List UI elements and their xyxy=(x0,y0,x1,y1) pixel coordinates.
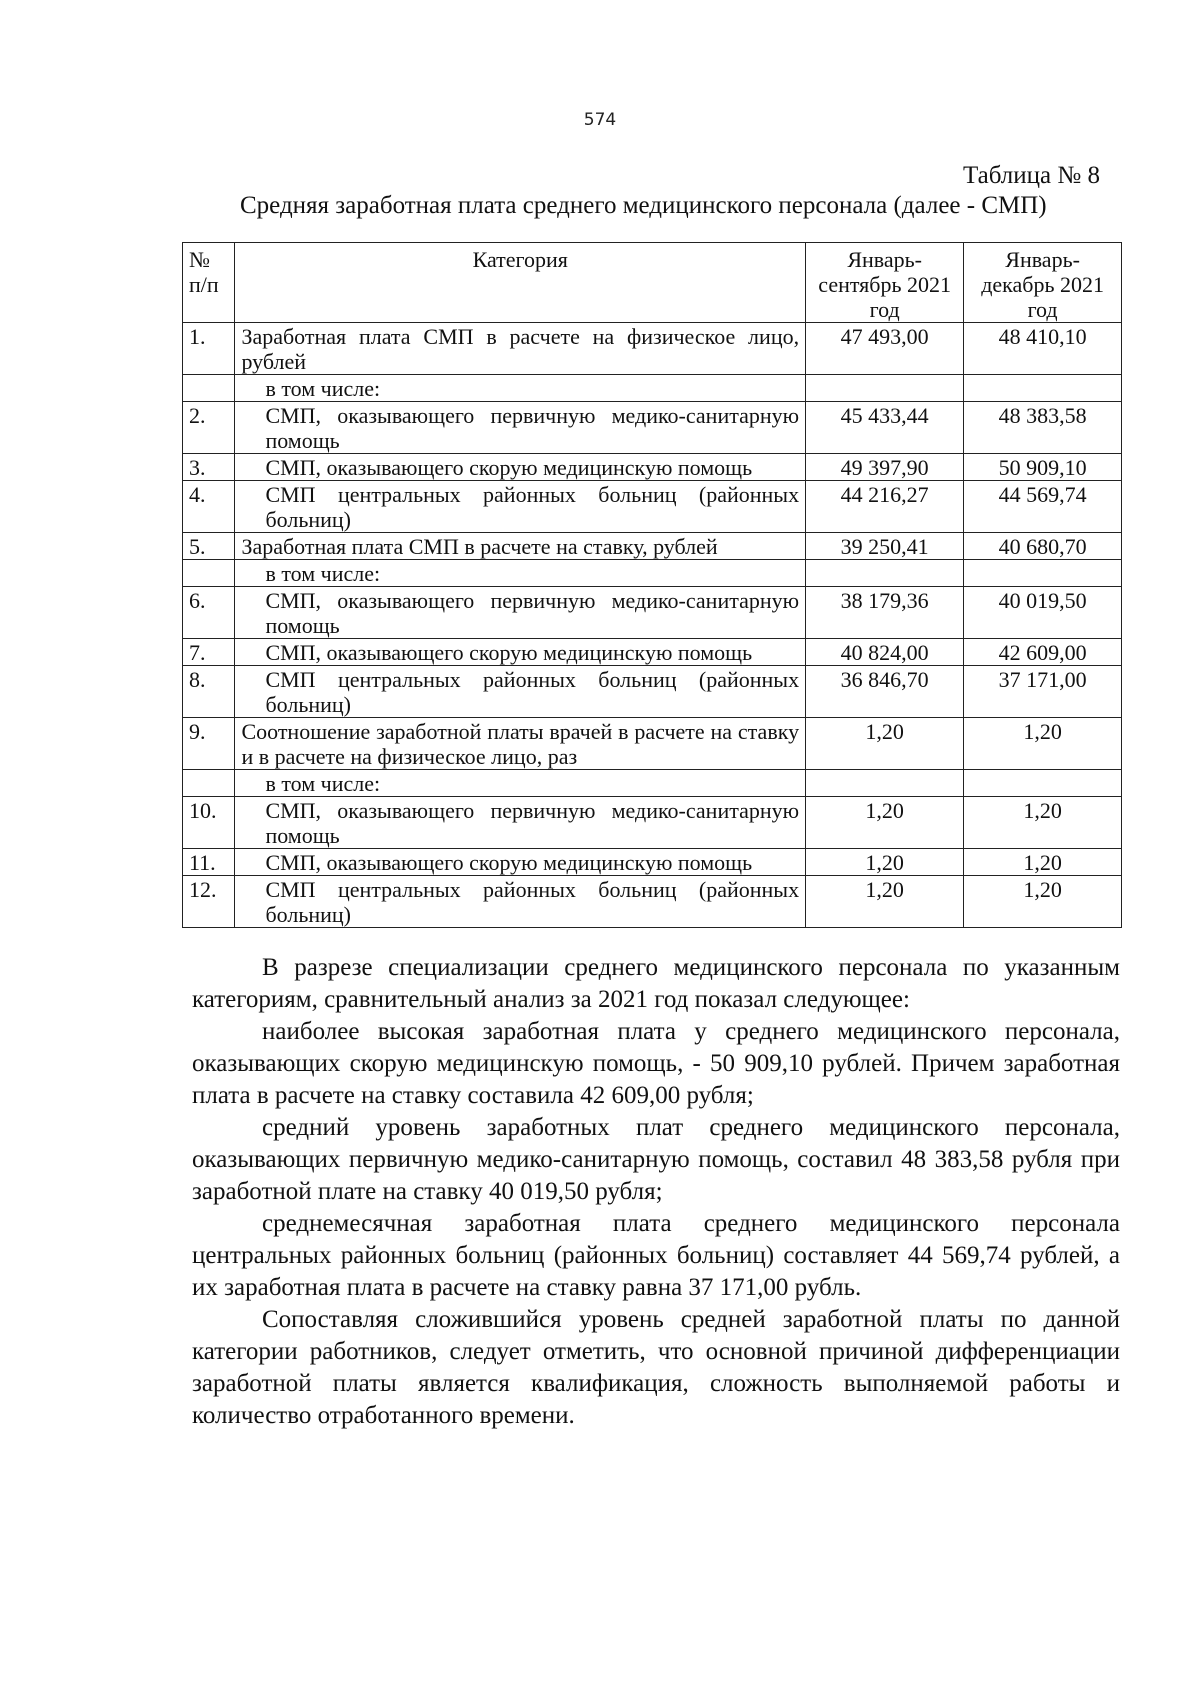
row-number: 1. xyxy=(183,323,235,375)
row-category: в том числе: xyxy=(235,375,806,402)
row-category: в том числе: xyxy=(235,770,806,797)
row-number: 7. xyxy=(183,639,235,666)
row-value-jan-dec: 48 383,58 xyxy=(964,402,1122,454)
salary-table xyxy=(182,242,1122,928)
table-row xyxy=(183,666,1122,718)
row-number: 6. xyxy=(183,587,235,639)
row-number: 12. xyxy=(183,876,235,928)
row-number: 3. xyxy=(183,454,235,481)
row-number: 11. xyxy=(183,849,235,876)
row-category: СМП центральных районных больниц (районных больниц) xyxy=(235,666,806,718)
paragraph: наиболее высокая заработная плата у среднего медицинского персонала, оказывающих скорую медицинскую помощь, - 50 909,10 рублей. Причем заработная плата в расчете на ставку составила 42 609,00 рубля; xyxy=(192,1018,1120,1109)
row-value-jan-sep: 45 433,44 xyxy=(806,402,964,454)
header-jan-dec: Январь-декабрь 2021 год xyxy=(964,243,1122,323)
row-value-jan-sep: 40 824,00 xyxy=(806,639,964,666)
row-value-jan-dec: 1,20 xyxy=(964,797,1122,849)
table-row xyxy=(183,481,1122,533)
row-value-jan-sep: 49 397,90 xyxy=(806,454,964,481)
row-category: СМП, оказывающего первичную медико-санитарную помощь xyxy=(235,797,806,849)
analysis-text xyxy=(192,952,1120,1432)
row-value-jan-sep xyxy=(806,560,964,587)
row-value-jan-sep: 36 846,70 xyxy=(806,666,964,718)
row-number: 4. xyxy=(183,481,235,533)
row-value-jan-dec xyxy=(964,375,1122,402)
table-number: Таблица № 8 xyxy=(962,162,1100,189)
row-number: 2. xyxy=(183,402,235,454)
table-header-row xyxy=(183,243,1122,323)
row-number: 9. xyxy=(183,718,235,770)
row-value-jan-sep: 38 179,36 xyxy=(806,587,964,639)
row-value-jan-dec: 1,20 xyxy=(964,718,1122,770)
row-category: Заработная плата СМП в расчете на ставку, рублей xyxy=(235,533,806,560)
row-value-jan-sep: 39 250,41 xyxy=(806,533,964,560)
table-row xyxy=(183,718,1122,770)
table-row xyxy=(183,533,1122,560)
paragraph: Сопоставляя сложившийся уровень средней заработной платы по данной категории работников, следует отметить, что основной причиной дифференциации заработной платы является квалификация, сложность выполняемой работы и количество отработанного времени. xyxy=(192,1306,1120,1429)
row-value-jan-dec: 1,20 xyxy=(964,849,1122,876)
row-value-jan-sep: 47 493,00 xyxy=(806,323,964,375)
row-value-jan-dec: 50 909,10 xyxy=(964,454,1122,481)
row-number xyxy=(183,375,235,402)
table-row xyxy=(183,876,1122,928)
table-row xyxy=(183,402,1122,454)
table-row xyxy=(183,797,1122,849)
table-row xyxy=(183,375,1122,402)
row-value-jan-sep: 1,20 xyxy=(806,718,964,770)
row-value-jan-dec: 40 019,50 xyxy=(964,587,1122,639)
row-category: Заработная плата СМП в расчете на физическое лицо, рублей xyxy=(235,323,806,375)
table-row xyxy=(183,639,1122,666)
table-row xyxy=(183,587,1122,639)
row-number xyxy=(183,560,235,587)
row-value-jan-dec: 37 171,00 xyxy=(964,666,1122,718)
header-category: Категория xyxy=(235,243,806,323)
header-jan-sep: Январь-сентябрь 2021 год xyxy=(806,243,964,323)
row-value-jan-sep: 1,20 xyxy=(806,849,964,876)
row-category: СМП, оказывающего первичную медико-санитарную помощь xyxy=(235,587,806,639)
table-row xyxy=(183,560,1122,587)
table-row xyxy=(183,770,1122,797)
row-value-jan-sep: 44 216,27 xyxy=(806,481,964,533)
row-category: СМП, оказывающего первичную медико-санитарную помощь xyxy=(235,402,806,454)
paragraph: средний уровень заработных плат среднего медицинского персонала, оказывающих первичную медико-санитарную помощь, составил 48 383,58 рубля при заработной плате на ставку 40 019,50 рубля; xyxy=(192,1114,1120,1205)
row-number: 8. xyxy=(183,666,235,718)
row-value-jan-dec: 48 410,10 xyxy=(964,323,1122,375)
row-category: Соотношение заработной платы врачей в расчете на ставку и в расчете на физическое лицо, раз xyxy=(235,718,806,770)
row-number: 5. xyxy=(183,533,235,560)
header-num: № п/п xyxy=(183,243,235,323)
row-value-jan-dec xyxy=(964,770,1122,797)
row-category: СМП, оказывающего скорую медицинскую помощь xyxy=(235,454,806,481)
table-body xyxy=(183,323,1122,928)
row-number xyxy=(183,770,235,797)
row-value-jan-sep xyxy=(806,375,964,402)
table-row xyxy=(183,849,1122,876)
row-category: СМП центральных районных больниц (районных больниц) xyxy=(235,481,806,533)
row-value-jan-dec: 1,20 xyxy=(964,876,1122,928)
row-value-jan-sep xyxy=(806,770,964,797)
row-value-jan-sep: 1,20 xyxy=(806,876,964,928)
paragraph: В разрезе специализации среднего медицинского персонала по указанным категориям, сравнительный анализ за 2021 год показал следующее: xyxy=(192,954,1120,1013)
page-number: 574 xyxy=(583,110,617,130)
row-category: в том числе: xyxy=(235,560,806,587)
row-number: 10. xyxy=(183,797,235,849)
row-value-jan-dec: 40 680,70 xyxy=(964,533,1122,560)
paragraph: среднемесячная заработная плата среднего медицинского персонала центральных районных больниц (районных больниц) составляет 44 569,74 рублей, а их заработная плата в расчете на ставку равна 37 171,00 рубль. xyxy=(192,1210,1120,1301)
table-row xyxy=(183,454,1122,481)
row-category: СМП, оказывающего скорую медицинскую помощь xyxy=(235,639,806,666)
row-category: СМП, оказывающего скорую медицинскую помощь xyxy=(235,849,806,876)
table-title: Средняя заработная плата среднего медицинского персонала (далее - СМП) xyxy=(240,192,1047,219)
row-value-jan-dec xyxy=(964,560,1122,587)
row-value-jan-dec: 42 609,00 xyxy=(964,639,1122,666)
row-category: СМП центральных районных больниц (районных больниц) xyxy=(235,876,806,928)
row-value-jan-sep: 1,20 xyxy=(806,797,964,849)
row-value-jan-dec: 44 569,74 xyxy=(964,481,1122,533)
table-row xyxy=(183,323,1122,375)
